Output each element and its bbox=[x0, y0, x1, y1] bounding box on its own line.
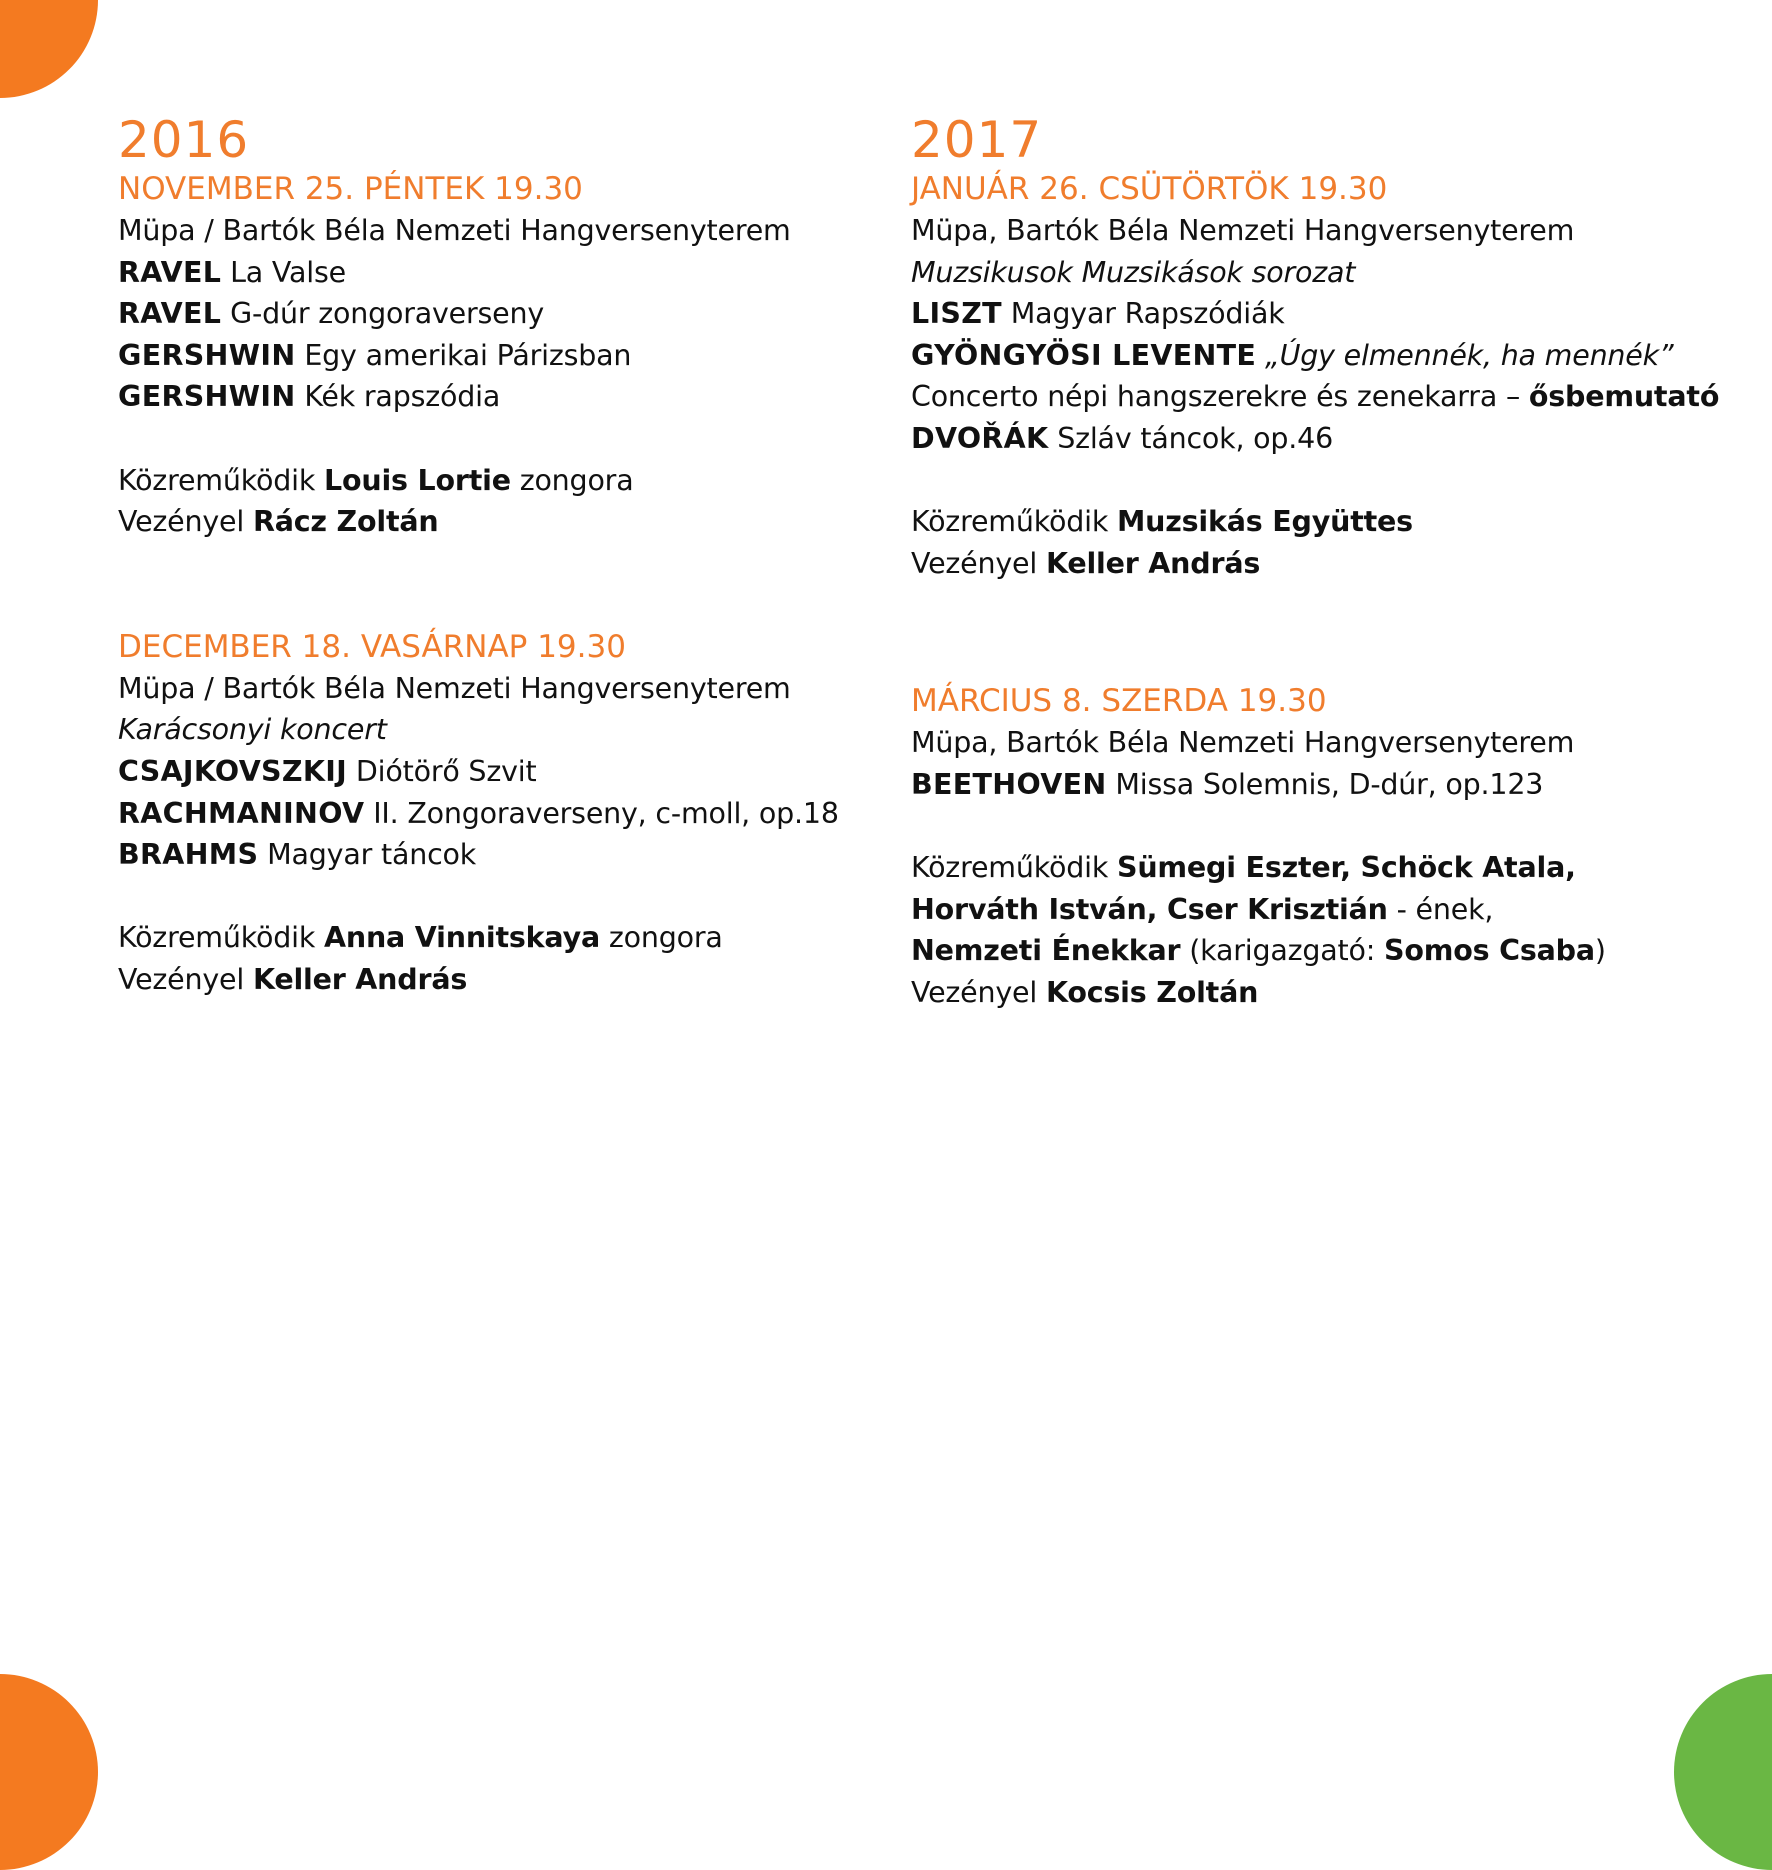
concert-march bbox=[911, 680, 1711, 1013]
composer: RAVEL bbox=[118, 297, 222, 331]
performer-role: zongora bbox=[608, 921, 723, 955]
composer: LISZT bbox=[911, 297, 1002, 331]
premiere-label: ősbemutató bbox=[1528, 380, 1720, 414]
choir-line bbox=[911, 930, 1711, 972]
program-item bbox=[118, 335, 918, 377]
orange-corner-decoration bbox=[0, 1674, 98, 1870]
program-item bbox=[118, 376, 918, 418]
work: Diótörő Szvit bbox=[355, 754, 537, 788]
composer: GYÖNGYÖSI LEVENTE bbox=[911, 338, 1257, 372]
program-item bbox=[911, 335, 1711, 377]
choir: Nemzeti Énekkar bbox=[911, 934, 1181, 968]
conductor: Keller András bbox=[252, 962, 468, 996]
concert-date: DECEMBER 18. VASÁRNAP 19.30 bbox=[118, 628, 626, 665]
composer: DVOŘÁK bbox=[911, 421, 1049, 455]
conductor-line bbox=[118, 959, 918, 1001]
soloists-role: - ének, bbox=[1396, 892, 1494, 926]
choir-director: Somos Csaba bbox=[1384, 934, 1595, 968]
program-item bbox=[911, 764, 1711, 806]
work: La Valse bbox=[230, 255, 346, 289]
performer-line bbox=[911, 501, 1711, 543]
work: Magyar Rapszódiák bbox=[1010, 297, 1285, 331]
performer-prefix: Közreműködik bbox=[911, 851, 1109, 885]
performer-prefix: Közreműködik bbox=[118, 921, 316, 955]
work: Magyar táncok bbox=[267, 838, 477, 872]
work: Szláv táncok, op.46 bbox=[1057, 421, 1334, 455]
concerto-text: Concerto népi hangszerekre és zenekarra – bbox=[911, 380, 1521, 414]
program-item bbox=[118, 252, 918, 294]
conductor-prefix: Vezényel bbox=[118, 505, 245, 539]
performer-line bbox=[118, 460, 918, 502]
season-2017-column bbox=[911, 111, 1720, 1014]
season-2016-column bbox=[118, 112, 918, 1001]
conductor: Kocsis Zoltán bbox=[1045, 975, 1259, 1009]
composer: CSAJKOVSZKIJ bbox=[118, 754, 348, 788]
program-item bbox=[911, 293, 1711, 335]
performer-line bbox=[118, 917, 918, 959]
year-heading: 2017 bbox=[911, 111, 1043, 169]
program-item bbox=[911, 418, 1711, 460]
program-item bbox=[118, 751, 918, 793]
program-item-note bbox=[911, 376, 1720, 418]
orange-corner-decoration bbox=[0, 0, 98, 98]
concert-date: MÁRCIUS 8. SZERDA 19.30 bbox=[911, 683, 1327, 720]
work: Missa Solemnis, D-dúr, op.123 bbox=[1115, 767, 1544, 801]
work: Kék rapszódia bbox=[304, 380, 501, 414]
green-corner-decoration bbox=[1674, 1674, 1772, 1870]
concert-date: NOVEMBER 25. PÉNTEK 19.30 bbox=[118, 171, 583, 207]
conductor-prefix: Vezényel bbox=[911, 975, 1038, 1009]
conductor: Keller András bbox=[1045, 546, 1261, 580]
performer: Louis Lortie bbox=[324, 463, 511, 497]
composer: RAVEL bbox=[118, 255, 222, 289]
choir-note: (karigazgató: bbox=[1189, 934, 1376, 968]
composer: BRAHMS bbox=[118, 838, 259, 872]
composer: BEETHOVEN bbox=[911, 767, 1107, 801]
conductor-line bbox=[911, 972, 1711, 1014]
venue: Müpa / Bartók Béla Nemzeti Hangversenyterem bbox=[118, 671, 791, 705]
choir-note-close: ) bbox=[1594, 934, 1606, 968]
conductor-line bbox=[911, 543, 1711, 585]
concert-november bbox=[118, 168, 918, 543]
program-item bbox=[118, 834, 918, 876]
composer: GERSHWIN bbox=[118, 338, 296, 372]
performer: Muzsikás Együttes bbox=[1117, 505, 1413, 539]
conductor-line bbox=[118, 501, 918, 543]
performer-prefix: Közreműködik bbox=[911, 505, 1109, 539]
concert-series: Muzsikusok Muzsikások sorozat bbox=[911, 255, 1356, 289]
work: „Úgy elmennék, ha mennék” bbox=[1265, 338, 1674, 372]
composer: RACHMANINOV bbox=[118, 796, 365, 830]
concert-january bbox=[911, 168, 1720, 584]
performer: Anna Vinnitskaya bbox=[324, 921, 600, 955]
work: II. Zongoraverseny, c-moll, op.18 bbox=[373, 796, 839, 830]
year-heading: 2016 bbox=[118, 111, 250, 169]
conductor-prefix: Vezényel bbox=[118, 962, 245, 996]
soloists: Sümegi Eszter, Schöck Atala, bbox=[1117, 851, 1576, 885]
conductor-prefix: Vezényel bbox=[911, 546, 1038, 580]
performer-line bbox=[911, 889, 1711, 931]
program-item bbox=[118, 293, 918, 335]
venue: Müpa / Bartók Béla Nemzeti Hangversenyterem bbox=[118, 214, 791, 247]
venue: Müpa, Bartók Béla Nemzeti Hangversenyterem bbox=[911, 214, 1575, 247]
concert-date: JANUÁR 26. CSÜTÖRTÖK 19.30 bbox=[911, 171, 1388, 207]
concert-series: Karácsonyi koncert bbox=[118, 713, 387, 747]
performer-role: zongora bbox=[519, 463, 634, 497]
soloists: Horváth István, Cser Krisztián bbox=[911, 892, 1388, 926]
venue: Müpa, Bartók Béla Nemzeti Hangversenyterem bbox=[911, 726, 1575, 760]
program-item bbox=[118, 793, 918, 835]
composer: GERSHWIN bbox=[118, 380, 296, 414]
performer-line bbox=[911, 847, 1711, 889]
concert-december bbox=[118, 626, 918, 1001]
work: G-dúr zongoraverseny bbox=[230, 297, 545, 331]
work: Egy amerikai Párizsban bbox=[304, 338, 632, 372]
conductor: Rácz Zoltán bbox=[252, 505, 439, 539]
performer-prefix: Közreműködik bbox=[118, 463, 316, 497]
